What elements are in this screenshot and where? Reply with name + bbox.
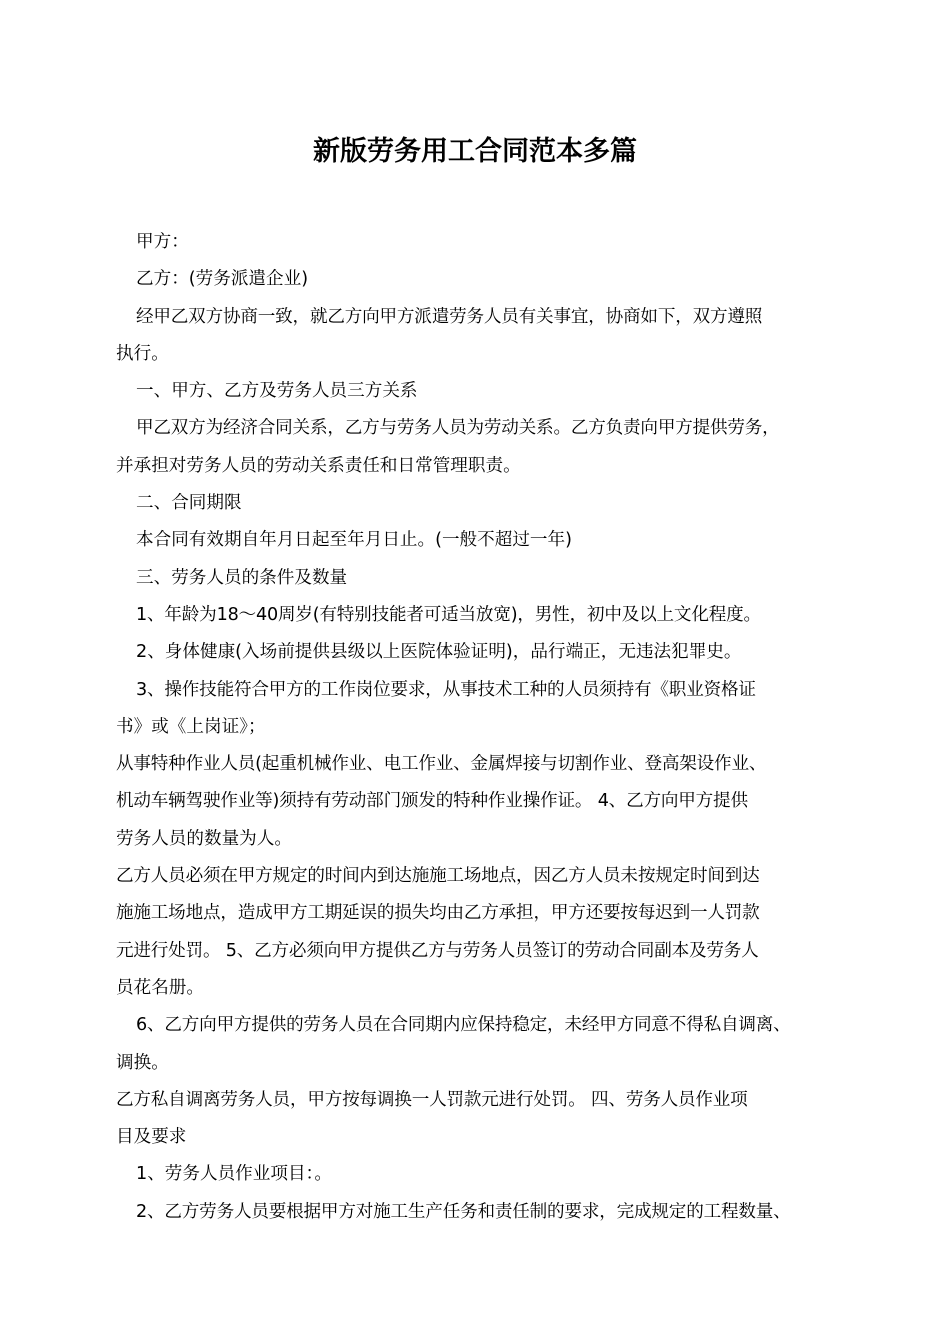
paragraph-line: 书》或《上岗证》； xyxy=(116,716,266,737)
paragraph-line: 三、劳务人员的条件及数量 xyxy=(136,567,348,588)
paragraph-line: 经甲乙双方协商一致，就乙方向甲方派遣劳务人员有关事宜，协商如下，双方遵照 xyxy=(136,306,763,327)
paragraph-line: 一、甲方、乙方及劳务人员三方关系 xyxy=(136,381,418,402)
paragraph-line: 2、乙方劳务人员要根据甲方对施工生产任务和责任制的要求，完成规定的工程数量、 xyxy=(136,1201,791,1222)
paragraph-line: 二、合同期限 xyxy=(136,493,242,514)
paragraph-line: 1、年龄为18～40周岁(有特别技能者可适当放宽)，男性，初中及以上文化程度。 xyxy=(136,604,761,625)
paragraph-line: 2、身体健康(入场前提供县级以上医院体验证明)，品行端正，无违法犯罪史。 xyxy=(136,642,742,663)
paragraph-line: 乙方私自调离劳务人员，甲方按每调换一人罚款元进行处罚。 四、劳务人员作业项 xyxy=(116,1089,748,1110)
paragraph-line: 乙方人员必须在甲方规定的时间内到达施施工场地点，因乙方人员未按规定时间到达 xyxy=(116,866,760,887)
document-title: 新版劳务用工合同范本多篇 xyxy=(313,136,637,167)
paragraph-line: 执行。 xyxy=(116,343,169,364)
paragraph-line: 并承担对劳务人员的劳动关系责任和日常管理职责。 xyxy=(116,455,521,476)
paragraph-line: 调换。 xyxy=(116,1052,169,1073)
paragraph-line: 劳务人员的数量为人。 xyxy=(116,828,292,849)
paragraph-line: 目及要求 xyxy=(116,1127,187,1148)
paragraph-line: 甲乙双方为经济合同关系，乙方与劳务人员为劳动关系。乙方负责向甲方提供劳务， xyxy=(136,418,780,439)
paragraph-line: 本合同有效期自年月日起至年月日止。(一般不超过一年) xyxy=(136,530,572,551)
paragraph-line: 甲方： xyxy=(136,232,189,252)
paragraph-line: 3、操作技能符合甲方的工作岗位要求，从事技术工种的人员须持有《职业资格证 xyxy=(136,679,756,700)
paragraph-line: 员花名册。 xyxy=(116,977,204,998)
paragraph-line: 1、劳务人员作业项目：。 xyxy=(136,1164,332,1185)
paragraph-line: 元进行处罚。 5、乙方必须向甲方提供乙方与劳务人员签订的劳动合同副本及劳务人 xyxy=(116,940,759,961)
paragraph-line: 机动车辆驾驶作业等)须持有劳动部门颁发的特种作业操作证。 4、乙方向甲方提供 xyxy=(116,791,748,812)
paragraph-line: 乙方：(劳务派遣企业) xyxy=(136,269,309,290)
document-body xyxy=(116,224,836,1231)
paragraph-line: 施施工场地点，造成甲方工期延误的损失均由乙方承担，甲方还要按每迟到一人罚款 xyxy=(116,903,760,924)
paragraph-line: 6、乙方向甲方提供的劳务人员在合同期内应保持稳定，未经甲方同意不得私自调离、 xyxy=(136,1015,791,1036)
paragraph-line: 从事特种作业人员(起重机械作业、电工作业、金属焊接与切割作业、登高架设作业、 xyxy=(116,754,767,775)
